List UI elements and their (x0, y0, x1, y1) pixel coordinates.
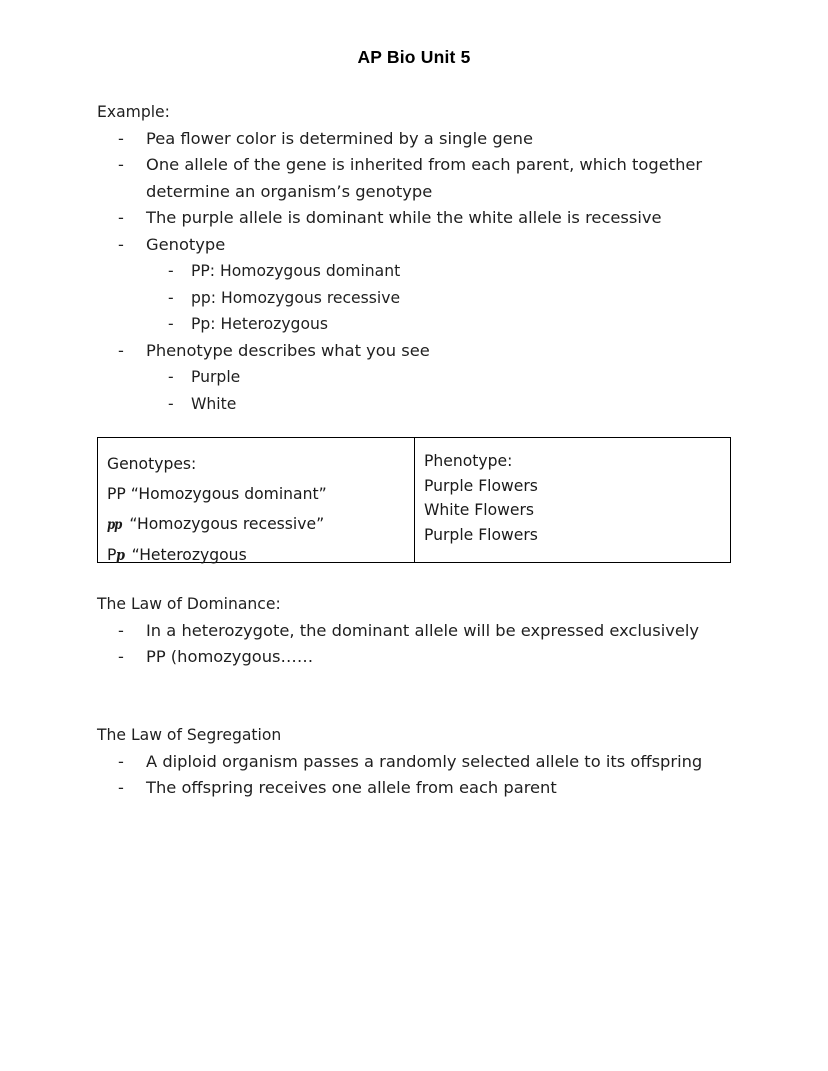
list-item-label: Pp: Heterozygous (191, 315, 329, 333)
law-of-segregation-section (97, 722, 757, 802)
bullet-dash: - (168, 394, 174, 413)
bullet-dash: - (118, 128, 124, 148)
list-item-label: pp: Homozygous recessive (191, 288, 401, 307)
list-item-label: Phenotype describes what you see (146, 340, 430, 360)
list-item (97, 232, 757, 338)
bullet-dash: - (118, 155, 124, 174)
list-item (146, 364, 757, 391)
list-item-label: Purple (191, 368, 241, 386)
phenotype-row: Purple Flowers (424, 525, 538, 544)
list-item-label: Genotype (146, 234, 226, 254)
genotype-row (107, 540, 414, 571)
example-section (97, 99, 757, 417)
list-item-label: PP (homozygous…… (146, 647, 314, 666)
list-item-label: One allele of the gene is inherited from each parent, which together determine an organism’s genotype (146, 155, 703, 201)
list-item-label: The purple allele is dominant while the white allele is recessive (146, 208, 662, 227)
list-item-label: PP: Homozygous dominant (191, 262, 401, 280)
genotype-row (107, 479, 414, 509)
list-item (97, 338, 757, 418)
list-item (97, 749, 757, 776)
list-item (146, 258, 757, 285)
list-item (97, 775, 757, 802)
list-item (97, 126, 757, 153)
genotype-label: “Homozygous recessive” (129, 515, 325, 533)
section-heading: The Law of Dominance: (97, 595, 281, 613)
genotype-allele: pp (107, 517, 122, 533)
list-item-label: White (191, 394, 237, 413)
genotypes-cell (98, 438, 415, 562)
list-item (146, 311, 757, 338)
bullet-dash: - (118, 234, 124, 254)
page-title: AP Bio Unit 5 (357, 47, 471, 67)
genotype-allele-prefix: P (107, 546, 117, 564)
list-item (97, 205, 757, 232)
bullet-dash: - (118, 751, 124, 771)
law-of-segregation-list (97, 749, 757, 802)
bullet-dash: - (168, 262, 174, 280)
list-item-label: A diploid organism passes a randomly selected allele to its offspring (146, 751, 703, 771)
list-item (146, 391, 757, 418)
bullet-dash: - (168, 315, 174, 333)
law-of-dominance-list (97, 618, 757, 671)
phenotype-row: Purple Flowers (424, 476, 538, 495)
genotype-label: “Heterozygous (131, 546, 247, 564)
list-item (146, 285, 757, 312)
genotype-allele-suffix: p (116, 547, 126, 564)
bullet-dash: - (168, 368, 174, 386)
bullet-dash: - (118, 208, 124, 227)
example-bullet-list (97, 126, 757, 418)
phenotype-cell (415, 438, 730, 562)
genotype-row (107, 509, 414, 540)
genotype-allele: PP (107, 485, 126, 503)
phenotype-row: White Flowers (424, 501, 535, 519)
phenotype-header: Phenotype: (424, 452, 513, 470)
phenotype-sublist (146, 364, 757, 417)
law-of-dominance-section (97, 591, 757, 671)
bullet-dash: - (118, 647, 124, 666)
bullet-dash: - (118, 778, 124, 797)
genotype-label: “Homozygous dominant” (130, 485, 327, 503)
section-heading: The Law of Segregation (97, 726, 282, 744)
list-item (97, 618, 757, 645)
list-item (97, 644, 757, 671)
bullet-dash: - (118, 340, 124, 360)
genotype-phenotype-table (97, 437, 731, 563)
example-lead: Example: (97, 103, 170, 121)
list-item-label: Pea flower color is determined by a single gene (146, 128, 534, 148)
list-item (97, 152, 757, 205)
bullet-dash: - (168, 288, 174, 307)
genotypes-header: Genotypes: (107, 455, 197, 473)
list-item-label: In a heterozygote, the dominant allele will be expressed exclusively (146, 620, 700, 640)
genotype-sublist (146, 258, 757, 338)
list-item-label: The offspring receives one allele from each parent (146, 778, 557, 797)
bullet-dash: - (118, 620, 124, 640)
